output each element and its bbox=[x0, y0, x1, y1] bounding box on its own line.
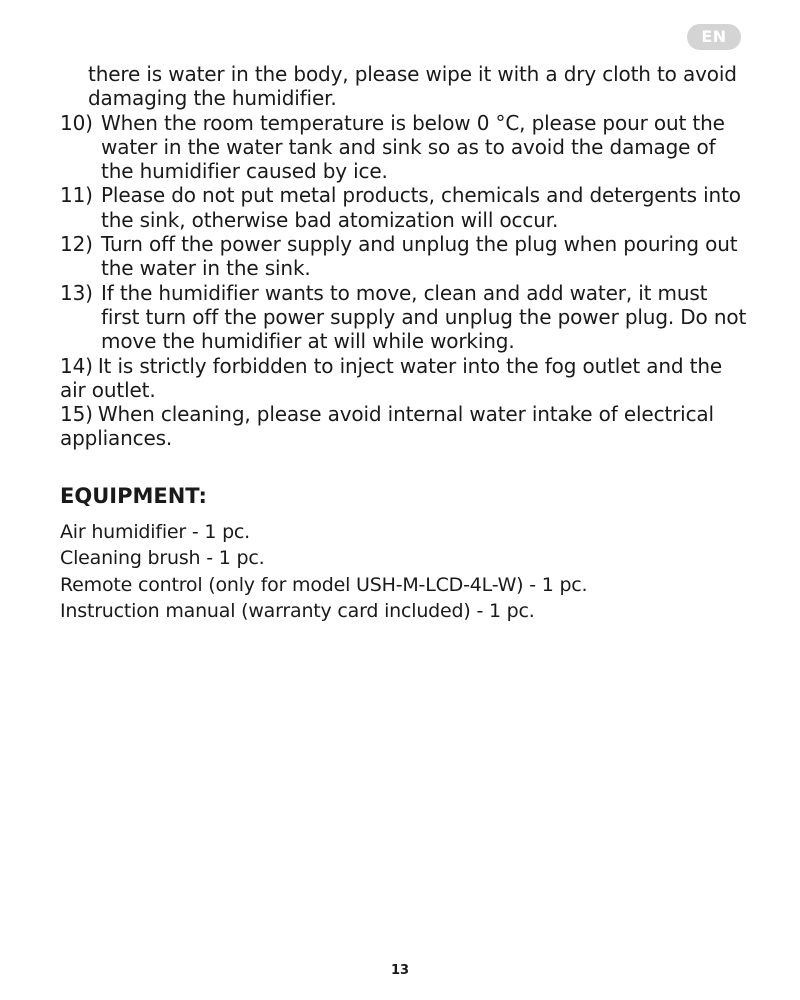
manual-content bbox=[60, 62, 750, 625]
list-item-12 bbox=[60, 232, 750, 281]
list-item-text: If the humidifier wants to move, clean and add water, it must first turn off the power supply and unplug the power plug. Do not move the humidifier at will while working. bbox=[101, 280, 747, 354]
list-item-text: When the room temperature is below 0 °C, please pour out the water in the water tank and sink so as to avoid the damage of the humidifier caused by ice. bbox=[101, 110, 725, 184]
equipment-item: Air humidifier - 1 pc. bbox=[60, 520, 251, 543]
list-item-11 bbox=[60, 183, 750, 232]
equipment-item: Instruction manual (warranty card included) - 1 pc. bbox=[60, 600, 535, 623]
list-item-number: 12) bbox=[60, 232, 93, 257]
continuation-paragraph: there is water in the body, please wipe it with a dry cloth to avoid damaging the humidifier. bbox=[88, 62, 737, 111]
language-badge: EN bbox=[687, 24, 741, 50]
list-item-text: Turn off the power supply and unplug the plug when pouring out the water in the sink. bbox=[101, 232, 738, 281]
list-item-number: 15) bbox=[60, 402, 93, 427]
equipment-list bbox=[60, 519, 750, 625]
equipment-item: Remote control (only for model USH-M-LCD-4L-W) - 1 pc. bbox=[60, 573, 588, 596]
safety-list bbox=[60, 111, 750, 451]
list-item-number: 14) bbox=[60, 353, 93, 378]
list-item-number: 11) bbox=[60, 183, 93, 208]
list-item-10 bbox=[60, 111, 750, 184]
page-number: 13 bbox=[390, 963, 410, 978]
equipment-item: Cleaning brush - 1 pc. bbox=[60, 547, 265, 570]
list-item-13 bbox=[60, 281, 750, 354]
list-item-number: 13) bbox=[60, 280, 93, 305]
list-item-15 bbox=[60, 402, 750, 451]
list-item-text: It is strictly forbidden to inject water into the fog outlet and the air outlet. bbox=[60, 353, 723, 402]
list-item-text: Please do not put metal products, chemicals and detergents into the sink, otherwise bad atomization will occur. bbox=[101, 183, 741, 232]
list-item-14 bbox=[60, 354, 750, 403]
equipment-heading: EQUIPMENT: bbox=[60, 483, 207, 508]
list-item-text: When cleaning, please avoid internal water intake of electrical appliances. bbox=[60, 402, 714, 451]
list-item-number: 10) bbox=[60, 110, 93, 135]
